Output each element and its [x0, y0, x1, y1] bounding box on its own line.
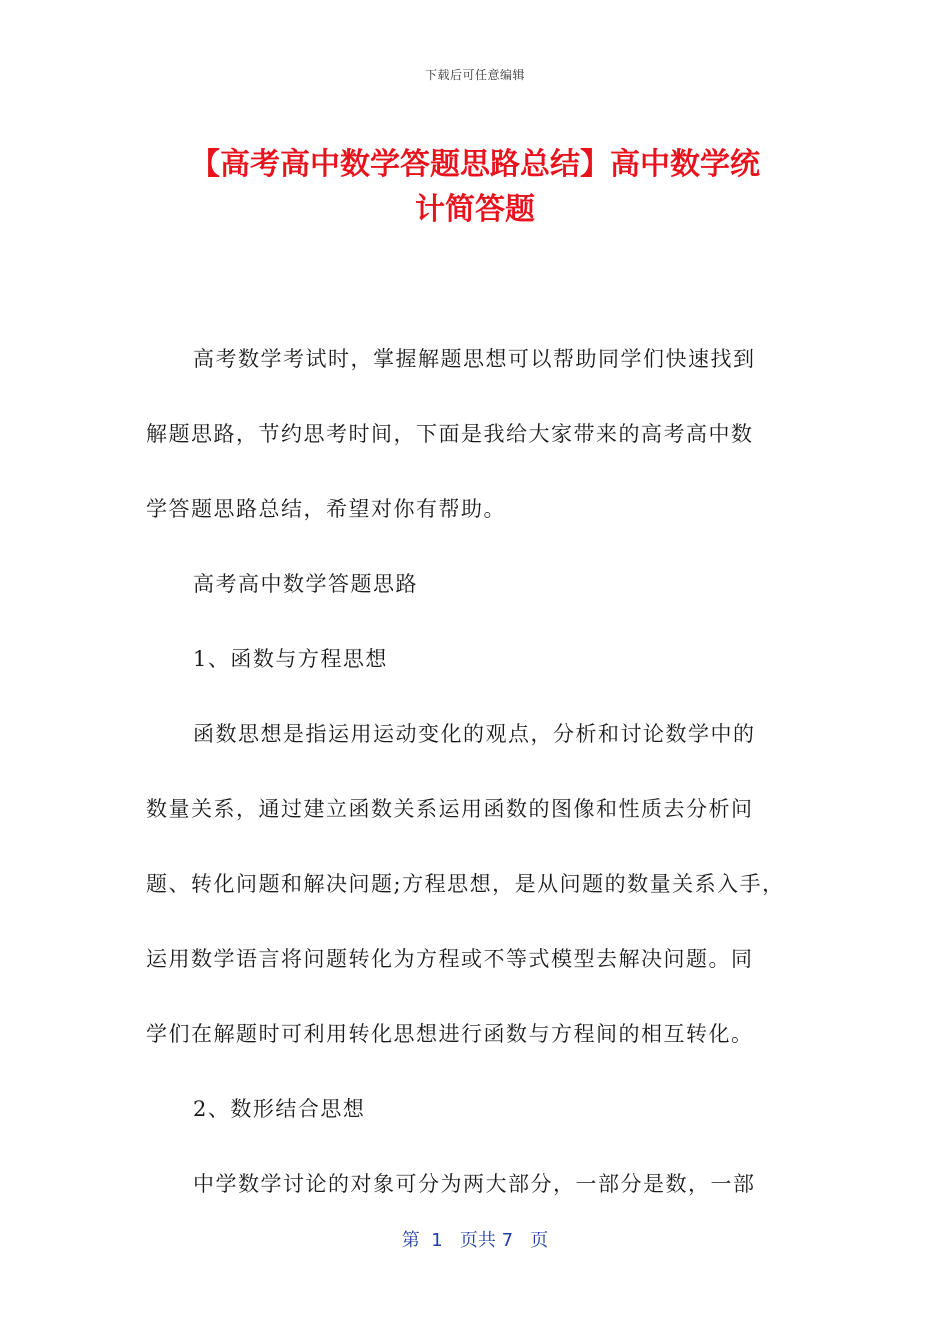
body-line: 数量关系，通过建立函数关系运用函数的图像和性质去分析问	[146, 797, 754, 821]
header-note: 下载后可任意编辑	[424, 68, 525, 82]
body-line: 函数思想是指运用运动变化的观点，分析和讨论数学中的	[193, 722, 756, 746]
title-line-1: 【高考高中数学答题思路总结】高中数学统	[190, 147, 760, 182]
body-line: 运用数学语言将问题转化为方程或不等式模型去解决问题。同	[146, 947, 754, 971]
subsection-heading: 1、函数与方程思想	[193, 647, 388, 671]
body-line: 中学数学讨论的对象可分为两大部分，一部分是数，一部	[193, 1172, 756, 1196]
title-line-2: 计简答题	[415, 192, 535, 227]
body-line: 解题思路，节约思考时间，下面是我给大家带来的高考高中数	[146, 422, 754, 446]
document-title	[130, 142, 820, 232]
body-line: 学们在解题时可利用转化思想进行函数与方程间的相互转化。	[146, 1022, 754, 1046]
body-line: 题、转化问题和解决问题;方程思想，是从问题的数量关系入手，	[146, 872, 785, 896]
body-line: 学答题思路总结，希望对你有帮助。	[146, 497, 506, 521]
page-footer: 第 1 页共 7 页	[401, 1230, 549, 1251]
section-heading: 高考高中数学答题思路	[193, 572, 418, 596]
subsection-heading: 2、数形结合思想	[193, 1097, 366, 1121]
document-body	[146, 322, 806, 1222]
body-line: 高考数学考试时，掌握解题思想可以帮助同学们快速找到	[193, 347, 756, 371]
